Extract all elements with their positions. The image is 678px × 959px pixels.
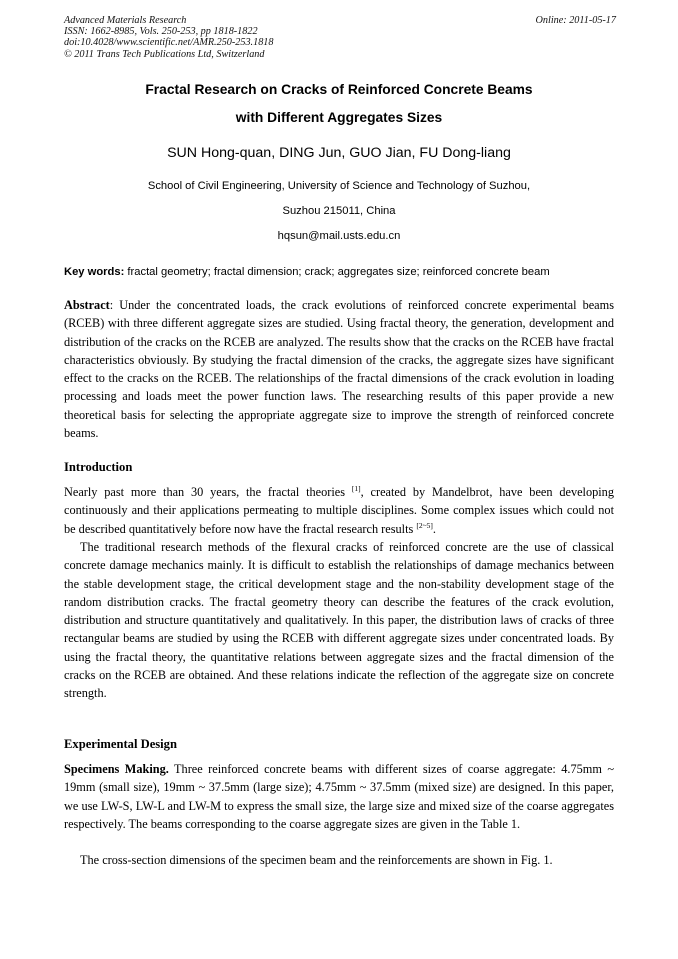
abstract-label: Abstract bbox=[64, 298, 110, 312]
doi-line: doi:10.4028/www.scientific.net/AMR.250-253.1818 bbox=[64, 37, 274, 49]
author-email: hqsun@mail.usts.edu.cn bbox=[277, 230, 401, 242]
intro-paragraph-2: The traditional research methods of the flexural cracks of reinforced concrete are the use of classical concrete damage mechanics mainly. It is difficult to establish the relationships of damage mechanics between the stable development stage, the critical development stage and the non-stability development stage of the random distribution cracks. The fractal geometry theory can describe the features of the crack evolution, distribution and structure quantitatively and qualitatively. In this paper, the distribution laws of cracks of three rectangular beams are studied by using the RCEB with different aggregate sizes under concentrated loads. By using the fractal theory, the quantitative relations between aggregate sizes and the fractal dimension of the cracks on the RCEB are obtained. And these relations indicate the reflection of the aggregate size on concrete strength. bbox=[64, 540, 614, 701]
keywords-text: fractal geometry; fractal dimension; crack; aggregates size; reinforced concrete beam bbox=[124, 266, 550, 278]
specimens-label: Specimens Making. bbox=[64, 762, 169, 776]
citation-ref-1: [1] bbox=[351, 484, 361, 493]
journal-name: Advanced Materials Research bbox=[64, 15, 187, 26]
affiliation-line1: School of Civil Engineering, University of Science and Technology of Suzhou, bbox=[147, 180, 531, 192]
paper-title-line2: with Different Aggregates Sizes bbox=[235, 110, 443, 125]
cross-section-paragraph: The cross-section dimensions of the specimen beam and the reinforcements are shown in Fig. 1. bbox=[80, 853, 553, 867]
introduction-heading: Introduction bbox=[64, 460, 133, 474]
intro-p1-part1: Nearly past more than 30 years, the fractal theories bbox=[64, 485, 352, 499]
abstract-paragraph bbox=[64, 296, 614, 442]
experimental-design-heading: Experimental Design bbox=[64, 737, 177, 751]
specimens-paragraph bbox=[64, 760, 614, 833]
paper-title-line1: Fractal Research on Cracks of Reinforced Concrete Beams bbox=[145, 82, 533, 97]
specimens-text: Three reinforced concrete beams with different sizes of coarse aggregate: 4.75mm ~ 19mm (small size), 19mm ~ 37.5mm (large size); 4.75mm ~ 37.5mm (mixed size) are designed. In this paper, we use LW-S, LW-L and LW-M to express the small size, the large size and mixed size of the coarse aggregates respectively. The beams corresponding to the coarse aggregate sizes are given in the Table 1. bbox=[64, 762, 614, 831]
issn-line: ISSN: 1662-8985, Vols. 250-253, pp 1818-1822 bbox=[64, 26, 258, 38]
keywords-label: Key words: bbox=[64, 266, 125, 278]
keywords-line bbox=[64, 266, 624, 278]
author-list: SUN Hong-quan, DING Jun, GUO Jian, FU Dong-liang bbox=[167, 145, 511, 161]
journal-header bbox=[64, 15, 616, 60]
online-date: Online: 2011-05-17 bbox=[535, 15, 616, 26]
affiliation-line2: Suzhou 215011, China bbox=[282, 205, 396, 217]
abstract-text: : Under the concentrated loads, the crack evolutions of reinforced concrete experimental beams (RCEB) with three different aggregate sizes are studied. Using fractal theory, the generation, development and distribution of the cracks on the RCEB are analyzed. The results show that the cracks on the RCEB have fractal characteristics obviously. By studying the fractal dimension of the cracks, the aggregate sizes have significant effect to the cracks on the RCEB. The relationships of the fractal dimensions of the crack evolution in loading processing and loads meet the power function laws. The researching results of this paper provide a new theoretical basis for selecting the appropriate aggregate size to improve the strength of reinforced concrete beams. bbox=[64, 298, 614, 441]
copyright-line: © 2011 Trans Tech Publications Ltd, Switzerland bbox=[64, 48, 265, 60]
citation-ref-2-5: [2~5] bbox=[416, 520, 433, 530]
intro-paragraph-1 bbox=[64, 483, 614, 538]
intro-p1-part2: , created by Mandelbrot, have been developing continuously and their applications permeating to multiple disciplines. Some complex issues which could not be described quantitatively before now have the fractal research results bbox=[64, 485, 614, 536]
intro-p1-part3: . bbox=[432, 521, 436, 536]
